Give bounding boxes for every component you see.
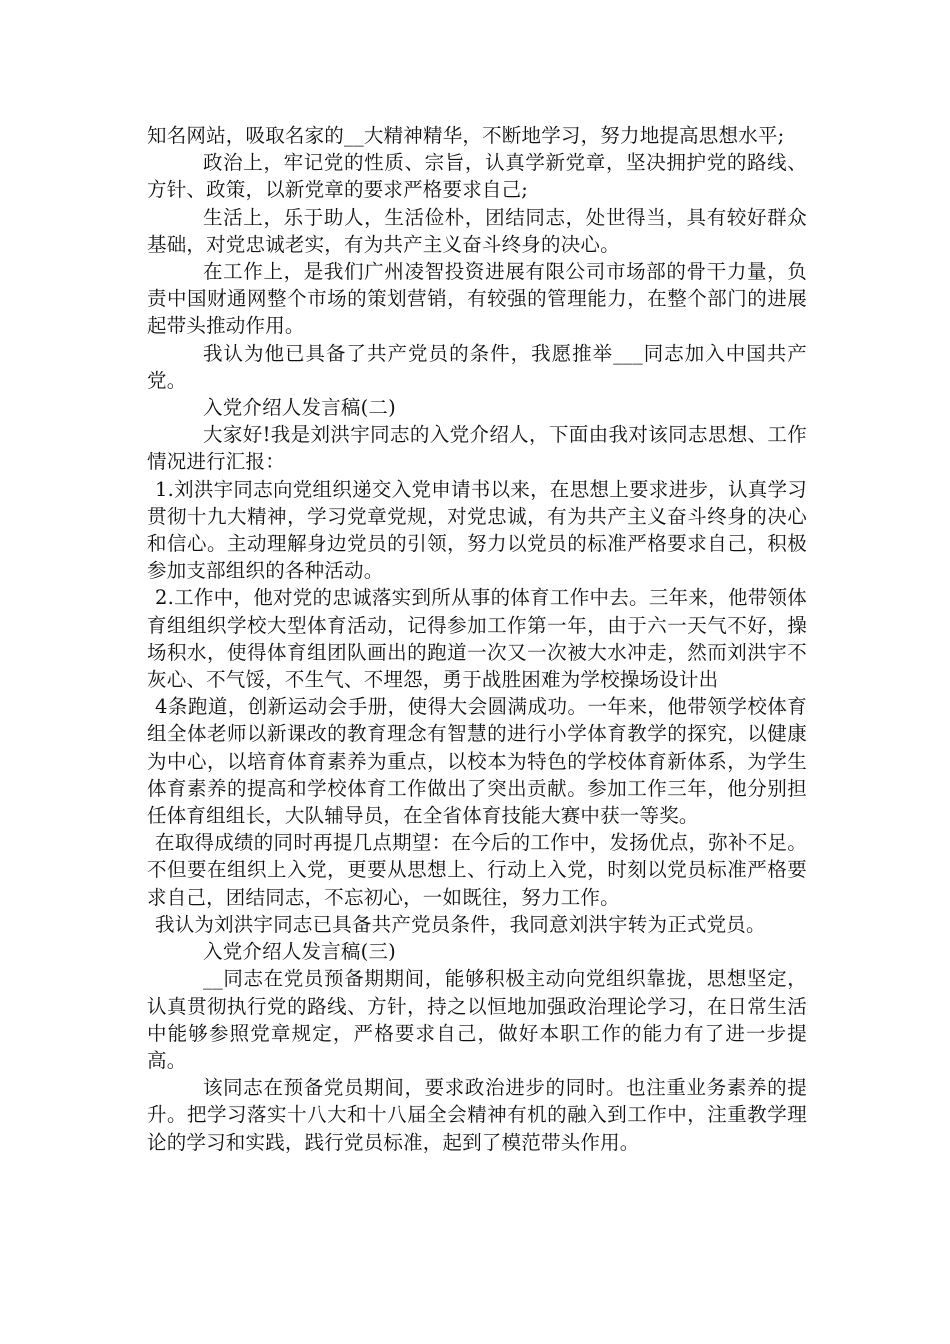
paragraph-point-two: 2.工作中，他对党的忠诚落实到所从事的体育工作中去。三年来，他带领体育组组织学校大型体育活动，记得参加工作第一年，由于六一天气不好，操场积水，使得体育组团队画出的跑道一次又一次被大水冲走，然而刘洪宇不灰心、不气馁，不生气、不埋怨，勇于战胜困难为学校操场设计出 <box>147 586 807 692</box>
paragraph-expectations: 在取得成绩的同时再提几点期望：在今后的工作中，发扬优点，弥补不足。不但要在组织上入党，更要从思想上、行动上入党，时刻以党员标准严格要求自己，团结同志，不忘初心，一如既往，努力工作。 <box>147 831 807 909</box>
paragraph-intro-continuation: 知名网站，吸取名家的__大精神精华，不断地学习，努力地提高思想水平; <box>147 124 785 147</box>
paragraph-recommendation: 我认为他已具备了共产党员的条件，我愿推举___同志加入中国共产党。 <box>147 341 807 392</box>
paragraph-probation: __同志在党员预备期期间，能够积极主动向党组织靠拢，思想坚定，认真贯彻执行党的路线、方针，持之以恒地加强政治理论学习，在日常生活中能够参照党章规定，严格要求自己，做好本职工作的能力有了进一步提高。 <box>147 967 807 1072</box>
document-body <box>147 122 807 1156</box>
paragraph-conclusion: 我认为刘洪宇同志已具备共产党员条件，我同意刘洪宇转为正式党员。 <box>155 912 766 936</box>
section-heading-two: 入党介绍人发言稿(二) <box>203 396 396 420</box>
paragraph-point-one: 1.刘洪宇同志向党组织递交入党申请书以来，在思想上要求进步，认真学习贯彻十九大精神，学习党章党规，对党忠诚，有为共产主义奋斗终身的决心和信心。主动理解身边党员的引领，努力以党员的标准严格要求自己，积极参加支部组织的各种活动。 <box>147 477 807 583</box>
section-heading-three: 入党介绍人发言稿(三) <box>203 940 396 964</box>
paragraph-greeting: 大家好!我是刘洪宇同志的入党介绍人，下面由我对该同志思想、工作情况进行汇报： <box>147 423 807 474</box>
paragraph-political: 政治上，牢记党的性质、宗旨，认真学新党章，坚决拥护党的路线、方针、政策，以新党章的要求严格要求自己; <box>147 151 807 202</box>
paragraph-professional: 该同志在预备党员期间，要求政治进步的同时。也注重业务素养的提升。把学习落实十八大和十八届全会精神有机的融入到工作中，注重教学理论的学习和实践，践行党员标准，起到了模范带头作用。 <box>147 1076 807 1154</box>
paragraph-work: 在工作上，是我们广州凌智投资进展有限公司市场部的骨干力量，负责中国财通网整个市场的策划营销，有较强的管理能力，在整个部门的进展起带头推动作用。 <box>147 260 807 338</box>
paragraph-life: 生活上，乐于助人，生活俭朴，团结同志，处世得当，具有较好群众基础，对党忠诚老实，有为共产主义奋斗终身的决心。 <box>147 205 807 256</box>
paragraph-point-two-continued: 4条跑道，创新运动会手册，使得大会圆满成功。一年来，他带领学校体育组全体老师以新课改的教育理念有智慧的进行小学体育教学的探究，以健康为中心，以培育体育素养为重点，以校本为特色的学校体育新体系，为学生体育素养的提高和学校体育工作做出了突出贡献。参加工作三年，他分别担任体育组组长，大队辅导员，在全省体育技能大赛中获一等奖。 <box>147 695 807 828</box>
